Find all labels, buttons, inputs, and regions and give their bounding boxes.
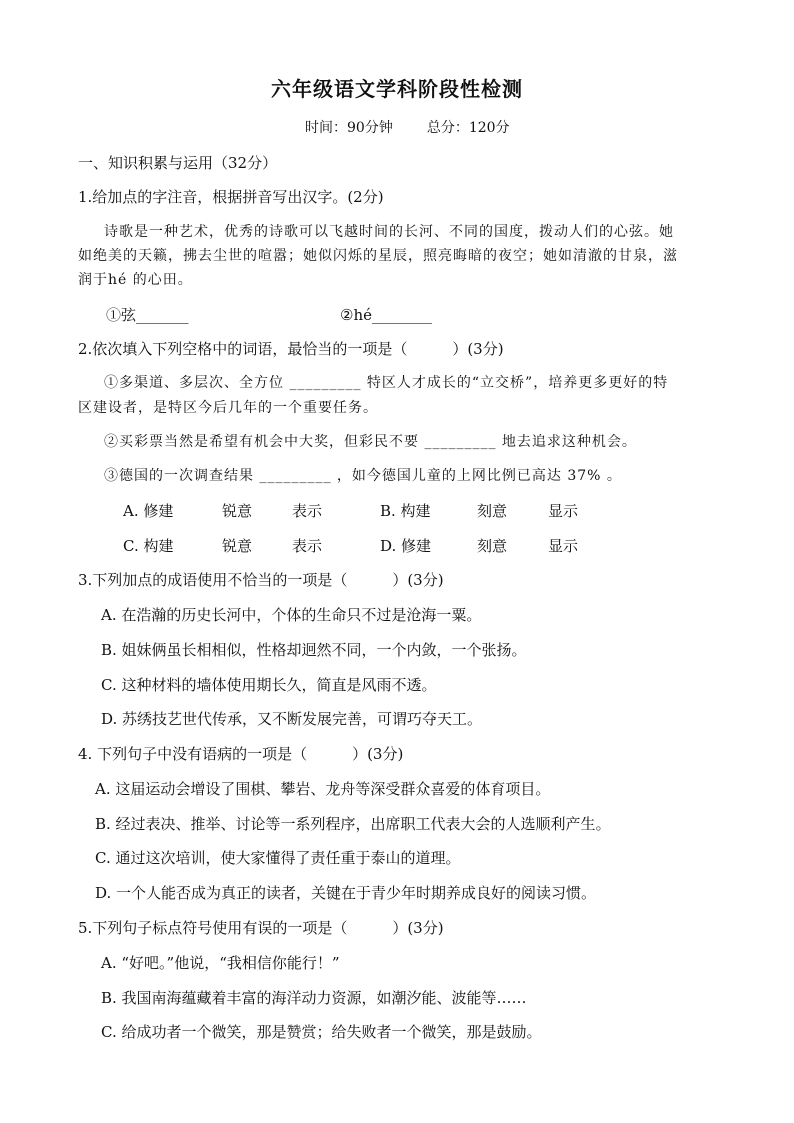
option-c-word-1: C. 构建 [123,537,174,555]
option-b-word-1: B. 构建 [380,502,431,520]
option-c-word-2: 锐意 [222,537,253,555]
exam-total-score: 总分：120分 [426,120,510,136]
question-2-sentence-2: ②买彩票当然是希望有机会中大奖，但彩民不要 _________ 地去追求这种机会。 [104,434,637,450]
option-b-word-3: 显示 [548,502,579,520]
option-c-word-3: 表示 [292,537,323,555]
question-3-option-b[interactable]: B. 姐妹俩虽长相相似，性格却迥然不同，一个内敛，一个张扬。 [101,641,527,659]
question-5-option-c[interactable]: C. 给成功者一个微笑，那是赞赏；给失败者一个微笑，那是鼓励。 [101,1023,542,1041]
question-4-option-c[interactable]: C. 通过这次培训，使大家懂得了责任重于泰山的道理。 [95,849,461,867]
question-1-blank-1[interactable]: ①弦_______ [106,306,189,324]
question-4-option-a[interactable]: A. 这届运动会增设了围棋、攀岩、龙舟等深受群众喜爱的体育项目。 [95,780,551,798]
section-heading: 一、知识积累与运用（32分） [78,154,278,172]
question-1-passage-line: 诗歌是一种艺术，优秀的诗歌可以飞越时间的长河、不同的国度，拨动人们的心弦。她 [104,224,674,240]
question-1-stem: 1.给加点的字注音，根据拼音写出汉字。(2分) [78,188,384,206]
option-a-word-1: A. 修建 [123,502,174,520]
exam-info [305,118,510,138]
question-2-sentence-3: ③德国的一次调查结果 _________ ，如今德国儿童的上网比例已高达 37% 。 [104,468,622,484]
question-3-option-c[interactable]: C. 这种材料的墙体使用期长久，简直是风雨不透。 [101,676,437,694]
question-3-option-a[interactable]: A. 在浩瀚的历史长河中，个体的生命只不过是沧海一粟。 [101,606,482,624]
exam-time: 时间：90分钟 [305,120,393,136]
question-3-stem: 3.下列加点的成语使用不恰当的一项是（ ）(3分) [78,571,444,589]
question-1-passage-line: 如绝美的天籁，拂去尘世的喧嚣；她似闪烁的星辰，照亮晦暗的夜空；她如清澈的甘泉，滋 [78,248,678,264]
option-d-word-1: D. 修建 [380,537,432,555]
option-a-word-2: 锐意 [222,502,253,520]
option-d-word-2: 刻意 [477,537,508,555]
question-2-sentence-1: ①多渠道、多层次、全方位 _________ 特区人才成长的“立交桥”，培养更多更好的特 [104,375,669,391]
question-4-stem: 4. 下列句子中没有语病的一项是（ ）(3分) [78,745,404,763]
question-4-option-d[interactable]: D. 一个人能否成为真正的读者，关键在于青少年时期养成良好的阅读习惯。 [95,884,597,902]
option-b-word-2: 刻意 [477,502,508,520]
question-5-option-b[interactable]: B. 我国南海蕴藏着丰富的海洋动力资源，如潮汐能、波能等…… [101,989,527,1007]
question-3-option-d[interactable]: D. 苏绣技艺世代传承，又不断发展完善，可谓巧夺天工。 [101,710,483,728]
question-2-sentence-1-cont: 区建设者，是特区今后几年的一个重要任务。 [78,400,378,416]
question-1-passage-line: 润于hé 的心田。 [78,272,193,288]
question-5-option-a[interactable]: A. “好吧。”他说，“我相信你能行！” [101,954,340,972]
question-1-blank-2[interactable]: ②hé________ [340,306,432,324]
option-d-word-3: 显示 [548,537,579,555]
question-2-stem: 2.依次填入下列空格中的词语，最恰当的一项是（ ）(3分) [78,340,504,358]
question-4-option-b[interactable]: B. 经过表决、推举、讨论等一系列程序，出席职工代表大会的人选顺利产生。 [95,815,611,833]
option-a-word-3: 表示 [292,502,323,520]
page-title: 六年级语文学科阶段性检测 [271,77,523,101]
question-5-stem: 5.下列句子标点符号使用有误的一项是（ ）(3分) [78,919,444,937]
